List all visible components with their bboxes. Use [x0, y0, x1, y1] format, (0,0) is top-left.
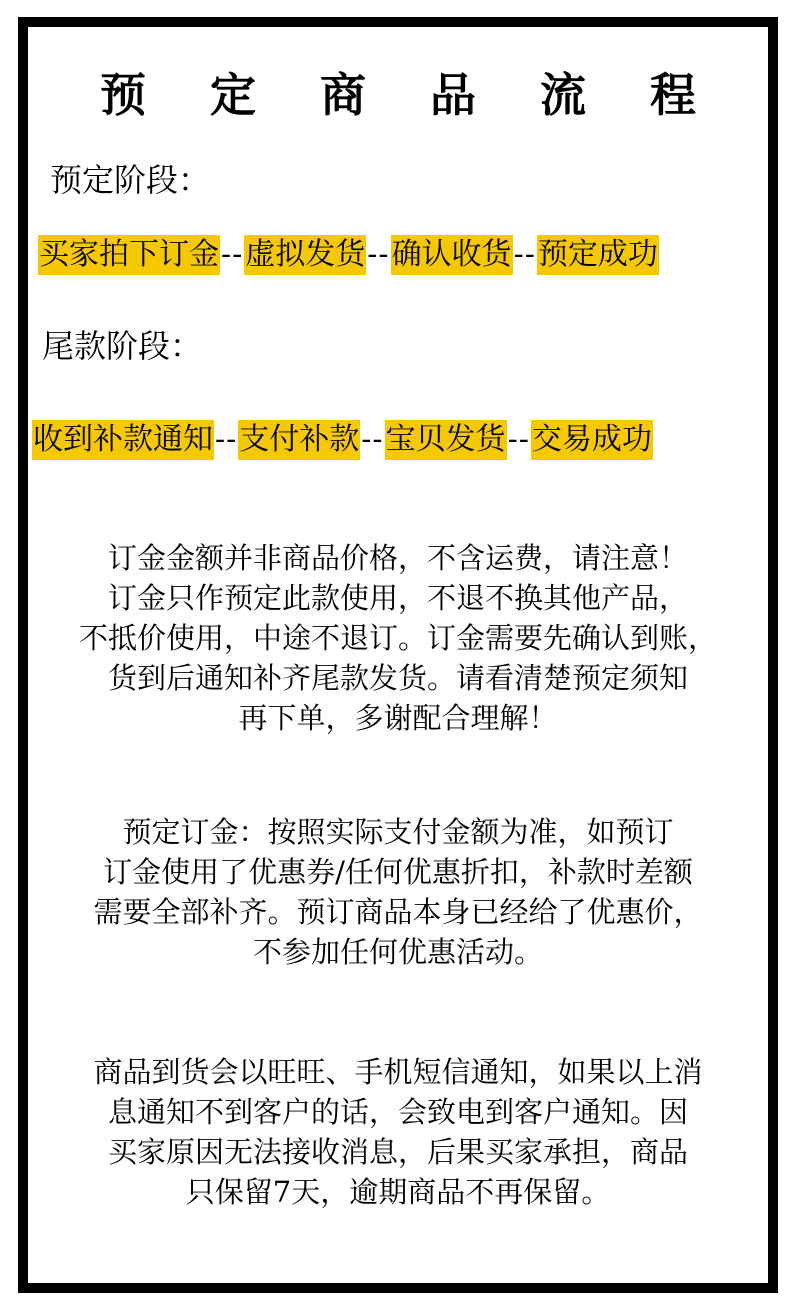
stage-1-step-reservation-success: 预定成功	[537, 235, 659, 275]
stage-1-step-pay-deposit: 买家拍下订金	[38, 235, 220, 275]
paragraph-line: 预定订金：按照实际支付金额为准，如预订	[122, 815, 674, 849]
paragraph-line: 再下单，多谢配合理解！	[238, 701, 558, 735]
stage-2-label: 尾款阶段：	[42, 327, 203, 365]
paragraph-line: 订金使用了优惠券/任何优惠折扣，补款时差额	[103, 855, 693, 889]
paragraph-line: 不参加任何优惠活动。	[252, 935, 543, 969]
deposit-discount-paragraph	[28, 812, 768, 972]
stage-1-flow	[38, 235, 768, 275]
flow-separator: --	[507, 422, 530, 457]
paragraph-line: 货到后通知补齐尾款发货。请看清楚预定须知	[107, 661, 688, 695]
paragraph-line: 不抵价使用，中途不退订。订金需要先确认到账，	[78, 621, 717, 655]
paragraph-line: 只保留7天，逾期商品不再保留。	[185, 1175, 611, 1209]
stage-2-step-trade-success: 交易成功	[531, 420, 653, 460]
deposit-notice-paragraph	[28, 538, 768, 738]
paragraph-line: 订金只作预定此款使用，不退不换其他产品，	[107, 581, 688, 615]
notice-frame	[18, 17, 778, 1293]
arrival-notice-paragraph	[28, 1052, 768, 1212]
flow-separator: --	[361, 422, 384, 457]
flow-separator: --	[367, 237, 390, 272]
stage-1-label: 预定阶段：	[50, 161, 211, 199]
paragraph-line: 商品到货会以旺旺、手机短信通知，如果以上消	[93, 1055, 703, 1089]
stage-1-step-virtual-shipping: 虚拟发货	[244, 235, 366, 275]
stage-2-step-ship-item: 宝贝发货	[385, 420, 507, 460]
page-title: 预 定 商 品 流 程	[99, 68, 721, 122]
flow-separator: --	[221, 237, 244, 272]
stage-2-flow	[32, 420, 768, 460]
paragraph-line: 需要全部补齐。预订商品本身已经给了优惠价，	[93, 895, 703, 929]
paragraph-line: 买家原因无法接收消息，后果买家承担，商品	[107, 1135, 688, 1169]
paragraph-line: 息通知不到客户的话，会致电到客户通知。因	[107, 1095, 688, 1129]
flow-separator: --	[215, 422, 238, 457]
stage-1-step-confirm-receipt: 确认收货	[391, 235, 513, 275]
stage-2-step-balance-notice: 收到补款通知	[32, 420, 214, 460]
stage-2-step-pay-balance: 支付补款	[238, 420, 360, 460]
paragraph-line: 订金金额并非商品价格，不含运费，请注意！	[107, 541, 688, 575]
flow-separator: --	[513, 237, 536, 272]
